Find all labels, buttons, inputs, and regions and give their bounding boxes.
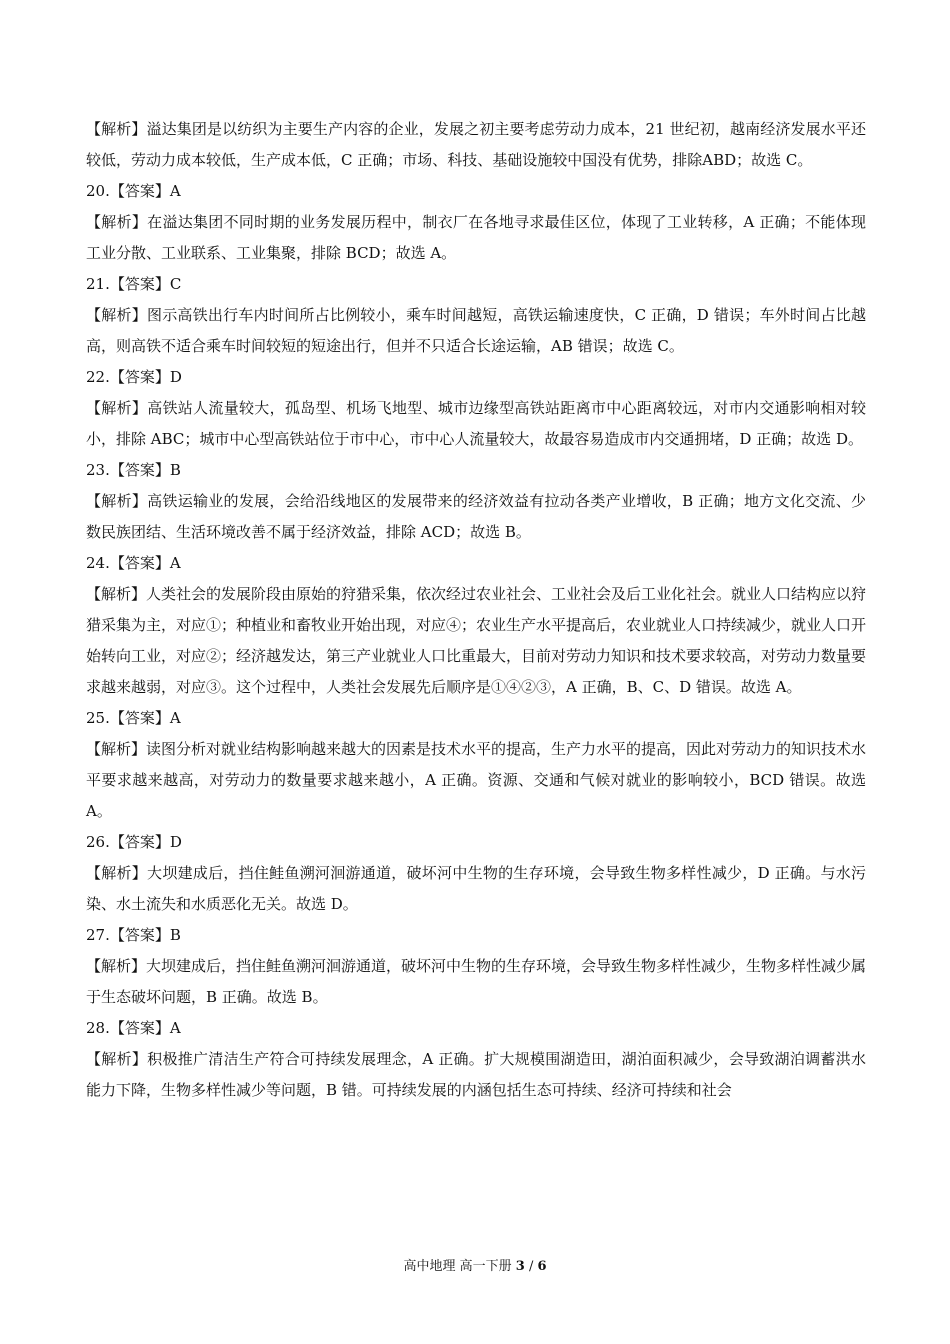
- analysis-26: 【解析】大坝建成后，挡住鲑鱼溯河洄游通道，破坏河中生物的生存环境，会导致生物多样性减少，D 正确。与水污染、水土流失和水质恶化无关。故选 D。: [86, 864, 866, 913]
- analysis-19: 【解析】溢达集团是以纺织为主要生产内容的企业，发展之初主要考虑劳动力成本，21 世纪初，越南经济发展水平还较低，劳动力成本较低，生产成本低，C 正确；市场、科技、基础设施较中国没有优势，排除ABD；故选 C。: [86, 120, 866, 169]
- answer-20: 20.【答案】A: [86, 182, 181, 200]
- page-footer: [0, 1257, 950, 1277]
- answer-25: 25.【答案】A: [86, 709, 181, 727]
- answer-27: 27.【答案】B: [86, 926, 181, 944]
- answer-24: 24.【答案】A: [86, 554, 181, 572]
- answer-22: 22.【答案】D: [86, 368, 182, 386]
- analysis-22: 【解析】高铁站人流量较大，孤岛型、机场飞地型、城市边缘型高铁站距离市中心距离较远，对市内交通影响相对较小，排除 ABC；城市中心型高铁站位于市中心，市中心人流量较大，故最容易造成市内交通拥堵，D 正确；故选 D。: [86, 399, 866, 448]
- page-separator: /: [528, 1259, 534, 1274]
- analysis-20: 【解析】在溢达集团不同时期的业务发展历程中，制衣厂在各地寻求最佳区位，体现了工业转移，A 正确；不能体现工业分散、工业联系、工业集聚，排除 BCD；故选 A。: [86, 213, 866, 262]
- answer-21: 21.【答案】C: [86, 275, 182, 293]
- answer-28: 28.【答案】A: [86, 1019, 181, 1037]
- analysis-24: 【解析】人类社会的发展阶段由原始的狩猎采集，依次经过农业社会、工业社会及后工业化社会。就业人口结构应以狩猎采集为主，对应①；种植业和畜牧业开始出现，对应④；农业生产水平提高后，农业就业人口持续减少，就业人口开始转向工业，对应②；经济越发达，第三产业就业人口比重最大，目前对劳动力知识和技术要求较高，对劳动力数量要求越来越弱，对应③。这个过程中，人类社会发展先后顺序是①④②③，A 正确，B、C、D 错误。故选 A。: [86, 585, 867, 696]
- answer-26: 26.【答案】D: [86, 833, 182, 851]
- page-number: 3: [515, 1259, 525, 1274]
- document-body: [86, 114, 866, 1106]
- footer-title: 高中地理 高一下册: [403, 1259, 512, 1274]
- analysis-28: 【解析】积极推广清洁生产符合可持续发展理念，A 正确。扩大规模围湖造田，湖泊面积减少，会导致湖泊调蓄洪水能力下降，生物多样性减少等问题，B 错。可持续发展的内涵包括生态可持续、经济可持续和社会: [86, 1050, 866, 1099]
- page-total: 6: [537, 1259, 547, 1274]
- analysis-23: 【解析】高铁运输业的发展，会给沿线地区的发展带来的经济效益有拉动各类产业增收，B 正确；地方文化交流、少数民族团结、生活环境改善不属于经济效益，排除 ACD；故选 B。: [86, 492, 866, 541]
- answer-23: 23.【答案】B: [86, 461, 181, 479]
- analysis-27: 【解析】大坝建成后，挡住鲑鱼溯河洄游通道，破坏河中生物的生存环境，会导致生物多样性减少，生物多样性减少属于生态破坏问题，B 正确。故选 B。: [86, 957, 867, 1006]
- analysis-25: 【解析】读图分析对就业结构影响越来越大的因素是技术水平的提高，生产力水平的提高，因此对劳动力的知识技术水平要求越来越高，对劳动力的数量要求越来越小，A 正确。资源、交通和气候对就业的影响较小，BCD 错误。故选 A。: [86, 740, 867, 820]
- analysis-21: 【解析】图示高铁出行车内时间所占比例较小，乘车时间越短，高铁运输速度快，C 正确，D 错误；车外时间占比越高，则高铁不适合乘车时间较短的短途出行，但并不只适合长途运输，AB 错误；故选 C。: [86, 306, 866, 355]
